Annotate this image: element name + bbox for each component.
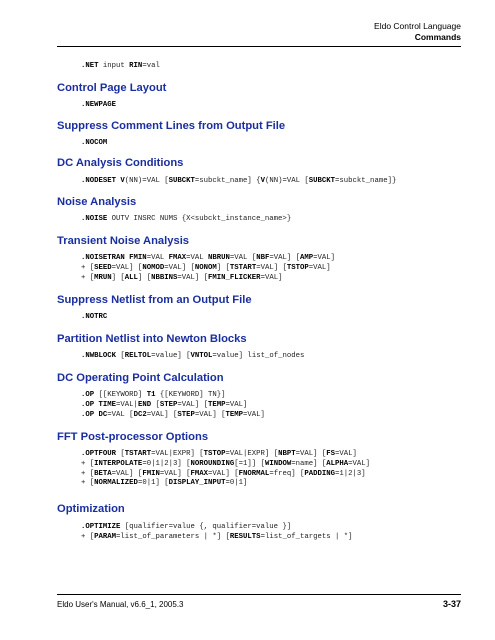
code-keyword: .NODESET V xyxy=(81,177,125,185)
code-keyword: WINDOW xyxy=(264,459,292,468)
code-keyword: PARAM xyxy=(94,532,117,541)
code-text: + [ xyxy=(81,273,95,282)
code-keyword: VNTOL xyxy=(190,352,213,360)
code-text: =VAL] [ xyxy=(295,450,327,458)
code-keyword: SUBCKT xyxy=(308,177,336,185)
code-keyword: PADDING xyxy=(304,469,335,478)
code-text: =VAL] xyxy=(243,410,265,419)
code-block xyxy=(81,177,396,187)
code-keyword: BETA xyxy=(94,469,112,478)
code-keyword: RESULTS xyxy=(229,532,261,541)
code-keyword: TSTOP xyxy=(203,450,226,458)
code-block xyxy=(81,450,370,489)
code-text: =1|2|3] xyxy=(335,469,366,478)
code-text: =VAL [ xyxy=(107,410,134,419)
code-keyword: .NEWPAGE xyxy=(81,101,117,109)
code-text: =VAL] [ xyxy=(111,263,143,272)
code-text: input xyxy=(98,62,130,70)
code-line xyxy=(81,215,291,225)
code-text: =freq] [ xyxy=(269,469,305,478)
code-keyword: NONOM xyxy=(194,263,217,272)
code-keyword: ALPHA xyxy=(326,459,349,468)
code-text: + [ xyxy=(81,469,95,478)
code-line xyxy=(81,401,265,411)
code-keyword: FS xyxy=(326,450,336,458)
code-text: =0|1|2|3] [ xyxy=(142,459,191,468)
code-line xyxy=(81,254,335,264)
code-keyword: SEED xyxy=(94,263,112,272)
code-text: =list_of_parameters | *] [ xyxy=(116,532,230,541)
code-keyword: .NOISE xyxy=(81,215,108,223)
code-text: =VAL xyxy=(186,254,209,262)
code-text: OUTV INSRC NUMS {X<subckt_instance_name>} xyxy=(107,215,292,223)
code-line xyxy=(81,313,107,323)
code-line xyxy=(81,62,160,72)
code-line xyxy=(81,479,370,489)
net-code-block xyxy=(81,62,160,72)
code-text: ] [ xyxy=(216,263,230,272)
code-text: =name] [ xyxy=(291,459,327,468)
code-text: + [ xyxy=(81,532,95,541)
code-keyword: FMIN_FLICKER xyxy=(208,273,261,282)
code-block xyxy=(81,254,335,283)
code-keyword: TSTART xyxy=(124,450,152,458)
code-text: [[KEYWORD] xyxy=(94,391,147,399)
code-text: =0|1] xyxy=(225,479,248,488)
code-text: =VAL|EXPR] [ xyxy=(225,450,279,458)
code-keyword: TEMP xyxy=(208,400,226,409)
code-text: [=1]] [ xyxy=(234,459,265,468)
header-rule xyxy=(57,46,461,47)
code-keyword: .NOISETRAN FMIN xyxy=(81,254,147,262)
section-heading: Optimization xyxy=(57,503,125,515)
code-block xyxy=(81,352,304,362)
code-text: [qualifier=value {, qualifier=value }] xyxy=(120,523,292,531)
code-block xyxy=(81,101,116,111)
code-line xyxy=(81,391,265,401)
code-block xyxy=(81,391,265,420)
code-keyword: FNORMAL xyxy=(238,469,270,478)
code-keyword: FMIN xyxy=(142,469,160,478)
page-number: 3-37 xyxy=(442,599,461,609)
section-heading: Control Page Layout xyxy=(57,82,167,94)
code-line xyxy=(81,274,335,284)
code-keyword: NBBINS xyxy=(151,273,178,282)
code-keyword: .NOCOM xyxy=(81,139,108,147)
code-block xyxy=(81,313,107,323)
code-line xyxy=(81,411,265,421)
code-block xyxy=(81,215,291,225)
code-keyword: RIN xyxy=(129,62,143,70)
code-keyword: .NWBLOCK xyxy=(81,352,117,360)
code-keyword: AMP xyxy=(300,254,314,262)
code-keyword: NBF xyxy=(256,254,270,262)
code-text: =VAL] [ xyxy=(159,469,191,478)
code-text: =VAL] [ xyxy=(208,469,239,478)
code-text: + [ xyxy=(81,263,95,272)
code-text: =VAL] [ xyxy=(177,273,209,282)
code-text: =VAL|EXPR] [ xyxy=(151,450,204,458)
code-keyword: V xyxy=(260,177,265,185)
code-text: =VAL] xyxy=(308,263,331,272)
code-keyword: NBRUN xyxy=(208,254,230,262)
code-keyword: TSTART xyxy=(229,263,257,272)
code-keyword: .NOTRC xyxy=(81,313,108,321)
code-keyword: .OP xyxy=(81,391,95,399)
code-keyword: DISPLAY_INPUT xyxy=(168,479,226,488)
code-text: =VAL] [ xyxy=(164,263,195,272)
code-text: =VAL] [ xyxy=(177,400,209,409)
code-text: + [ xyxy=(81,479,95,488)
code-text: =0|1] [ xyxy=(137,479,169,488)
header-subtitle: Commands xyxy=(414,32,461,42)
code-keyword: NORMALIZED xyxy=(94,479,138,488)
section-heading: DC Operating Point Calculation xyxy=(57,372,224,384)
code-text: =subckt_name] { xyxy=(194,177,261,185)
code-keyword: STEP xyxy=(177,410,195,419)
code-text: =VAL] [ xyxy=(194,410,226,419)
code-line xyxy=(81,533,353,543)
code-keyword: STEP xyxy=(159,400,178,409)
section-heading: Partition Netlist into Newton Blocks xyxy=(57,333,247,345)
code-keyword: .OP TIME xyxy=(81,400,117,409)
section-heading: Suppress Comment Lines from Output File xyxy=(57,120,286,132)
section-heading: Suppress Netlist from an Output File xyxy=(57,294,252,306)
code-keyword: TEMP xyxy=(225,410,244,419)
code-text: ] [ xyxy=(111,273,125,282)
code-line xyxy=(81,101,116,111)
code-keyword: .OPTIMIZE xyxy=(81,523,121,531)
code-keyword: SUBCKT xyxy=(168,177,195,185)
code-line xyxy=(81,450,370,460)
code-text: [ xyxy=(116,450,125,458)
code-text: =VAL] xyxy=(348,459,371,468)
code-keyword: RELTOL xyxy=(124,352,152,360)
code-text: =VAL] xyxy=(260,273,283,282)
code-text: [ xyxy=(116,352,125,360)
code-keyword: ALL xyxy=(124,273,138,282)
code-text: ] [ xyxy=(137,273,152,282)
code-keyword: FMAX xyxy=(168,254,187,262)
footer-rule xyxy=(57,594,461,595)
code-text: =VAL] [ xyxy=(146,410,178,419)
code-keyword: NOROUNDING xyxy=(190,459,235,468)
code-text: [ xyxy=(151,400,160,409)
code-text: (NN)=VAL [ xyxy=(264,177,309,185)
code-text: =subckt_name]} xyxy=(335,177,397,185)
code-text: (NN)=VAL [ xyxy=(124,177,169,185)
code-keyword: .OPTFOUR xyxy=(81,450,117,458)
code-text: =VAL] xyxy=(225,400,248,409)
code-keyword: NOMOD xyxy=(142,263,165,272)
section-heading: DC Analysis Conditions xyxy=(57,157,184,169)
code-keyword: DC2 xyxy=(133,410,147,419)
code-line xyxy=(81,352,304,362)
code-text: =value] [ xyxy=(151,352,191,360)
code-keyword: MRUN xyxy=(94,273,112,282)
code-line xyxy=(81,460,370,470)
code-keyword: .NET xyxy=(81,62,99,70)
code-keyword: INTERPOLATE xyxy=(94,459,143,468)
code-text: =VAL xyxy=(146,254,169,262)
code-block xyxy=(81,139,107,149)
code-text: =VAL [ xyxy=(229,254,257,262)
code-keyword: NBPT xyxy=(278,450,296,458)
section-heading: Noise Analysis xyxy=(57,196,137,208)
code-line xyxy=(81,470,370,480)
code-line xyxy=(81,177,396,187)
code-text: =VAL] xyxy=(335,450,357,458)
running-header xyxy=(374,21,461,43)
code-text: {[KEYWORD] TN}] xyxy=(155,391,226,399)
code-line xyxy=(81,139,107,149)
code-text: =val xyxy=(142,62,160,70)
code-text: =VAL] [ xyxy=(111,469,143,478)
header-title: Eldo Control Language xyxy=(374,21,461,31)
code-keyword: END xyxy=(137,400,152,409)
code-line xyxy=(81,264,335,274)
code-line xyxy=(81,523,353,533)
code-text: + [ xyxy=(81,459,95,468)
code-text: =VAL] [ xyxy=(269,254,300,262)
code-keyword: TSTOP xyxy=(286,263,309,272)
code-text: =VAL] [ xyxy=(256,263,287,272)
section-heading: Transient Noise Analysis xyxy=(57,235,190,247)
code-keyword: .OP DC xyxy=(81,410,108,419)
footer-manual-title: Eldo User's Manual, v6.6_1, 2005.3 xyxy=(57,600,184,609)
code-text: =value] list_of_nodes xyxy=(212,352,305,360)
code-block xyxy=(81,523,353,543)
code-keyword: FMAX xyxy=(190,469,208,478)
code-keyword: T1 xyxy=(146,391,156,399)
section-heading: FFT Post-processor Options xyxy=(57,431,209,443)
code-text: =VAL] xyxy=(313,254,336,262)
code-text: =list_of_targets | *] xyxy=(260,532,353,541)
code-text: =VAL| xyxy=(116,400,138,409)
